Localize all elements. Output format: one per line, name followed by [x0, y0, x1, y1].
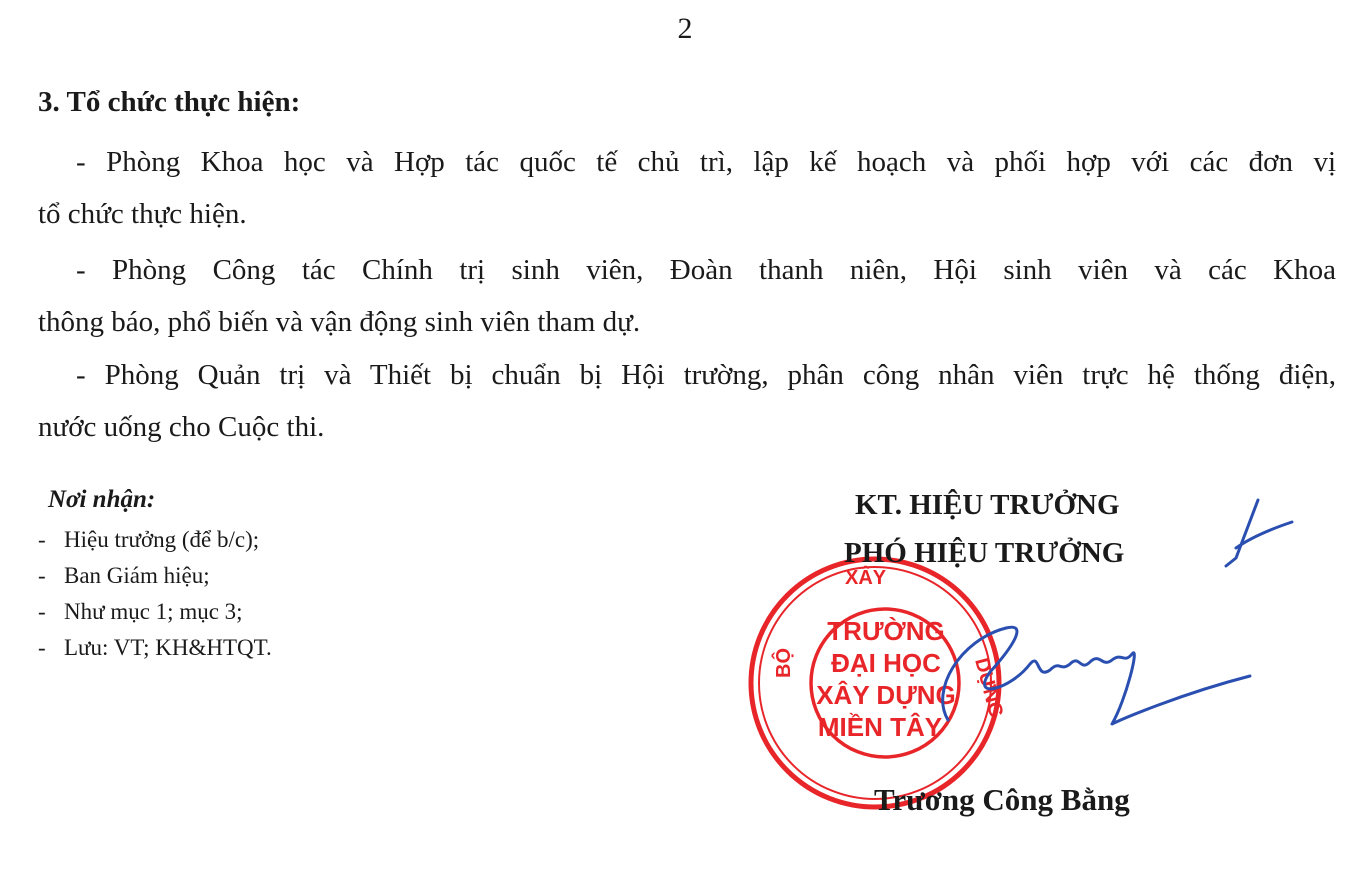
- recipient-item: - Hiệu trưởng (để b/c);: [38, 527, 260, 552]
- page-number: 2: [677, 12, 693, 45]
- paragraph-line: - Phòng Khoa học và Hợp tác quốc tế chủ trì, lập kế hoạch và phối hợp với các đơn vị: [76, 146, 1336, 178]
- recipient-text: Ban Giám hiệu;: [64, 563, 210, 588]
- stamp-ring-text-top: XÂY: [845, 567, 887, 589]
- signature-stroke: [943, 627, 1250, 724]
- stamp-line: TRƯỜNG: [827, 616, 945, 646]
- stamp-ring-text-right: DỰNG: [970, 655, 1008, 721]
- stamp-line: XÂY DỰNG: [816, 680, 956, 710]
- paragraph-line: thông báo, phổ biến và vận động sinh viên tham dự.: [38, 306, 641, 338]
- stamp-line: ĐẠI HỌC: [831, 648, 941, 678]
- recipient-text: Hiệu trưởng (để b/c);: [64, 527, 260, 552]
- signature-title-line1: KT. HIỆU TRƯỞNG: [855, 489, 1120, 521]
- stamp-line: MIỀN TÂY: [817, 712, 943, 742]
- paragraph-line: nước uống cho Cuộc thi.: [38, 411, 325, 443]
- recipient-item: - Lưu: VT; KH&HTQT.: [38, 635, 272, 660]
- section-heading: 3. Tổ chức thực hiện:: [38, 86, 301, 118]
- paragraph-line: - Phòng Công tác Chính trị sinh viên, Đoàn thanh niên, Hội sinh viên và các Khoa: [76, 254, 1336, 286]
- recipient-text: Như mục 1; mục 3;: [64, 599, 243, 624]
- recipient-text: Lưu: VT; KH&HTQT.: [64, 635, 272, 660]
- paragraph-line: tổ chức thực hiện.: [38, 198, 247, 230]
- stamp-ring-text-left: BỘ: [773, 648, 795, 678]
- paragraph-line: - Phòng Quản trị và Thiết bị chuẩn bị Hội trường, phân công nhân viên trực hệ thống điện,: [76, 359, 1336, 391]
- signer-name: Trương Công Bằng: [874, 782, 1130, 817]
- recipient-item: - Ban Giám hiệu;: [38, 563, 210, 588]
- initials-mark: [1226, 500, 1292, 566]
- recipients-title: Nơi nhận:: [48, 486, 156, 513]
- signature-title-line2: PHÓ HIỆU TRƯỞNG: [844, 537, 1125, 569]
- recipient-item: - Như mục 1; mục 3;: [38, 599, 243, 624]
